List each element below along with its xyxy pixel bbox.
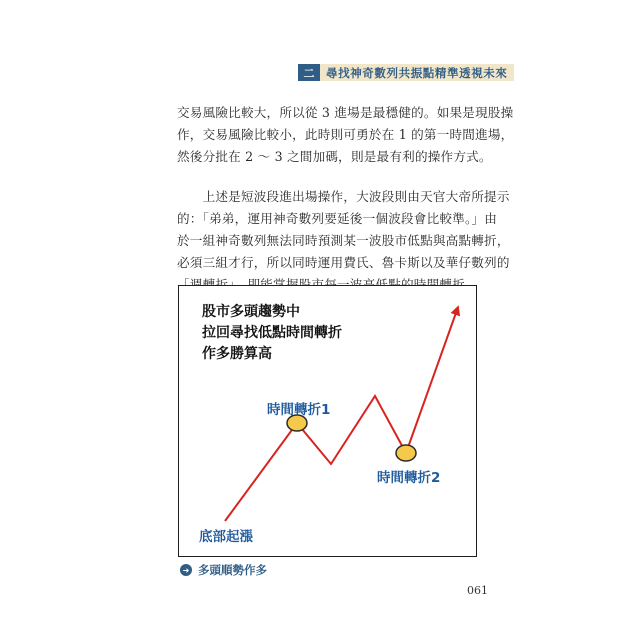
paragraph-line: 交易風險比較大，所以從 3 進場是最穩健的。如果是現股操 xyxy=(177,105,514,120)
figure-title-line: 作多勝算高 xyxy=(202,346,272,362)
arrow-icon: ➜ xyxy=(180,564,192,576)
paragraph-line: 必須三組才行，所以同時運用費氏、魯卡斯以及華仔數列的 xyxy=(177,255,510,270)
chapter-title: 尋找神奇數列共振點精準透視未來 xyxy=(326,65,508,80)
figure-title-line: 拉回尋找低點時間轉折 xyxy=(202,325,342,341)
paragraph-line: 的：「弟弟，運用神奇數列要延後一個波段會比較準。」由 xyxy=(177,211,498,226)
page-number: 061 xyxy=(467,584,488,597)
figure-caption xyxy=(180,562,267,578)
pivot-1-label: 時間轉折1 xyxy=(267,402,331,418)
pivot-2-label: 時間轉折2 xyxy=(377,470,441,486)
paragraph-1 xyxy=(177,102,514,168)
caption-text: 多頭順勢作多 xyxy=(198,563,267,577)
start-label: 底部起漲 xyxy=(199,529,253,545)
figure-title-line: 股市多頭趨勢中 xyxy=(202,304,300,320)
chapter-badge: 二 xyxy=(298,64,320,81)
paragraph-2 xyxy=(177,186,510,296)
paragraph-line: 作，交易風險比較小，此時則可勇於在 1 的第一時間進場， xyxy=(177,127,514,142)
chapter-header xyxy=(298,64,514,81)
paragraph-line: 上述是短波段進出場操作，大波段則由天官大帝所提示 xyxy=(177,189,510,204)
figure-title xyxy=(202,302,342,365)
trend-figure xyxy=(178,285,477,557)
pivot-2-marker xyxy=(396,445,416,461)
paragraph-line: 於一組神奇數列無法同時預測某一波股市低點與高點轉折， xyxy=(177,233,510,248)
paragraph-line: 然後分批在 2 ～ 3 之間加碼，則是最有利的操作方式。 xyxy=(177,149,492,164)
